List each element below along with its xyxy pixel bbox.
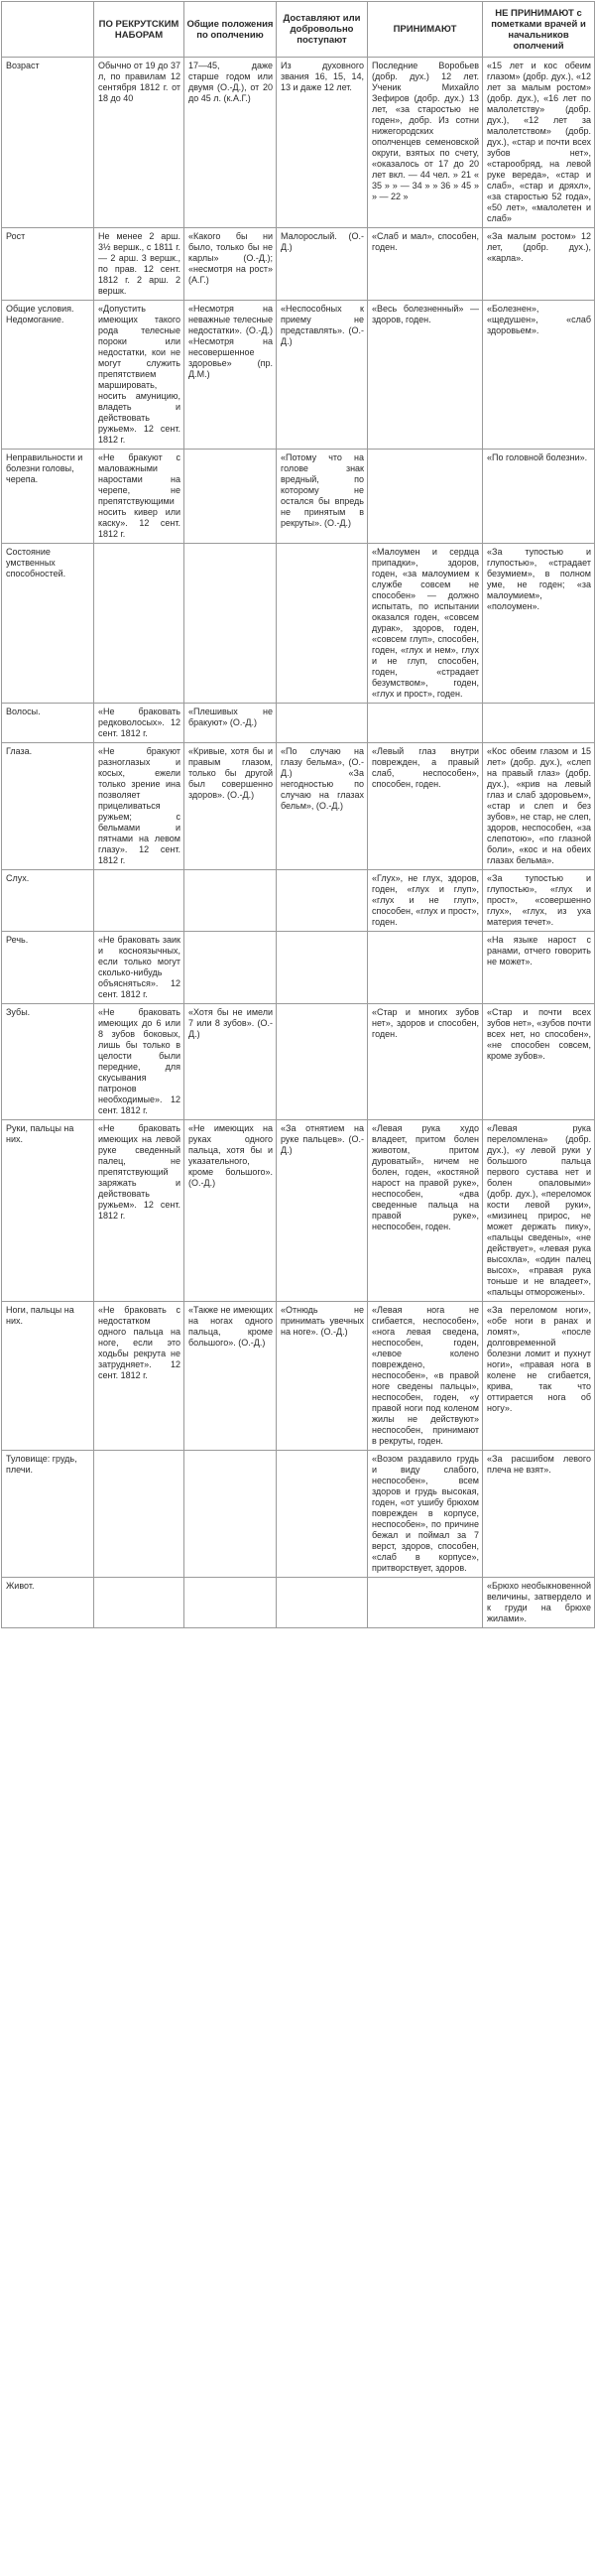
header-by-recruit-sets: ПО РЕКРУТСКИМ НАБОРАМ [94,2,184,58]
header-category [2,2,94,58]
row-category: Слух. [2,870,94,932]
cell-volunteers [277,704,368,743]
header-reject: НЕ ПРИНИМАЮТ с пометками врачей и начальников ополчений [483,2,595,58]
cell-reject: «За переломом ноги», «обе ноги в ранах и ломят», «после долговременной болезни ломит и пухнут ноги», «правая нога в колене не сгибается, крива, так что оттирается нога об ногу». [483,1302,595,1451]
table-row [2,544,595,704]
cell-reject: «Левая рука переломлена» (добр. дух.), «у левой руки у большого пальца первого сустава нет и болен опаловыми» (добр. дух.), «переломок кости левой руки», «мизинец прирос, не может держать пику», «пальцы сведены», «не действует», «левая рука высохла», «один палец высох», «правая рука тоньше и не владеет», «пальцы отморожены». [483,1120,595,1302]
row-category: Речь. [2,932,94,1004]
cell-accept: «Глух», не глух, здоров, годен, «глух и глуп», «глух и не глуп», способен, «глух и прост», годен. [368,870,483,932]
cell-volunteers: «Отнюдь не принимать увечных на ноге». (О.-Д.) [277,1302,368,1451]
header-general-militia: Общие положения по ополчению [184,2,277,58]
table-row [2,1120,595,1302]
cell-recruit: «Не браковать заик и косноязычных, если только могут сколько-нибудь объясняться». 12 сент. 1812 г. [94,932,184,1004]
cell-general: «Какого бы ни было, только бы не карлы» (О.-Д.); «несмотря на рост» (А.Г.) [184,228,277,301]
cell-volunteers: «Потому что на голове знак вредный, по которому не остался бы впредь не принятым в рекруты». (О.-Д.) [277,450,368,544]
cell-accept: Последние Воробьев (добр. дух.) 12 лет. Ученик Михайло Зефиров (добр. дух.) 13 лет, «за старостью не годен», добр. Из сотни нижегородских ополченцев семеновской округи, взятых по счету, «оказалось от 17 до 20 лет вкл. — 44 чел. » 21 « 35 » » — 34 » » 36 » 45 » » — 22 » [368,58,483,228]
row-category: Рост [2,228,94,301]
cell-volunteers: «За отнятием на руке пальцев». (О.-Д.) [277,1120,368,1302]
cell-reject: «За малым ростом» 12 лет, (добр. дух.), «карла». [483,228,595,301]
cell-accept [368,704,483,743]
cell-accept: «Возом раздавило грудь и виду слабого, неспособен», всем здоров и грудь высокая, годен, «от ушибу брюхом поврежден в корпусе, неспособен», по причине бежал и поймал за 7 верст, здоров, способен, «слаб в корпусе», притворствует, здоров. [368,1451,483,1578]
cell-general [184,1451,277,1578]
table-row [2,1004,595,1120]
row-category: Неправильности и болезни головы, черепа. [2,450,94,544]
table-row [2,58,595,228]
cell-general: «Плешивых не бракуют» (О.-Д.) [184,704,277,743]
cell-accept [368,450,483,544]
table-row [2,704,595,743]
cell-general: «Также не имеющих на ногах одного пальца, кроме большого». (О.-Д.) [184,1302,277,1451]
header-row [2,2,595,58]
cell-general: «Несмотря на неважные телесные недостатки». (О.-Д.) «Несмотря на несовершенное здоровье» (пр. Д.М.) [184,301,277,450]
cell-volunteers: «По случаю на глазу бельма», (О.-Д.) «За негодностью по случаю на глазах бельм», (О.-Д.) [277,743,368,870]
row-category: Ноги, пальцы на них. [2,1302,94,1451]
table-row [2,932,595,1004]
row-category: Глаза. [2,743,94,870]
table-row [2,1302,595,1451]
cell-recruit [94,1451,184,1578]
row-category: Общие условия. Недомогание. [2,301,94,450]
cell-general: «Не имеющих на руках одного пальца, хотя бы и указательного, кроме большого». (О.-Д.) [184,1120,277,1302]
cell-accept [368,932,483,1004]
cell-accept: «Левый глаз внутри поврежден, а правый слаб, неспособен», способен, годен. [368,743,483,870]
cell-recruit: «Не браковать редковолосых». 12 сент. 1812 г. [94,704,184,743]
row-category: Возраст [2,58,94,228]
row-category: Руки, пальцы на них. [2,1120,94,1302]
row-category: Зубы. [2,1004,94,1120]
cell-volunteers [277,932,368,1004]
table-row [2,450,595,544]
cell-general [184,450,277,544]
cell-reject: «На языке нарост с ранами, отчего говорить не может». [483,932,595,1004]
cell-recruit: «Не браковать имеющих до 6 или 8 зубов боковых, лишь бы только в целости были передние, для скусывания патронов необходимые». 12 сент. 1812 г. [94,1004,184,1120]
cell-recruit [94,1578,184,1628]
header-volunteers: Доставляют или добровольно поступают [277,2,368,58]
cell-volunteers [277,1578,368,1628]
table-row [2,870,595,932]
cell-reject: «Болезнен», «щедушен», «слаб здоровьем». [483,301,595,450]
row-category: Туловище: грудь, плечи. [2,1451,94,1578]
cell-recruit [94,870,184,932]
cell-reject: «По головной болезни». [483,450,595,544]
table-row [2,1578,595,1628]
cell-volunteers: Из духовного звания 16, 15, 14, 13 и даже 12 лет. [277,58,368,228]
cell-volunteers: «Неспособных к приему не представлять». (О.-Д.) [277,301,368,450]
cell-recruit: Не менее 2 арш. 3½ вершк., с 1811 г. — 2 арш. 3 вершк., по прав. 12 сент. 1812 г. 2 арш. 2 вершк. [94,228,184,301]
cell-recruit: «Не браковать имеющих на левой руке сведенный палец, не препятствующий заряжать и действовать ружьем». 12 сент. 1812 г. [94,1120,184,1302]
cell-general [184,932,277,1004]
cell-accept: «Стар и многих зубов нет», здоров и способен, годен. [368,1004,483,1120]
cell-accept: «Слаб и мал», способен, годен. [368,228,483,301]
cell-volunteers [277,1004,368,1120]
table-row [2,301,595,450]
cell-reject: «За тупостью и глупостью», «страдает безумием», в полном уме, не годен; «за малоумием», «полоумен». [483,544,595,704]
cell-general: 17—45, даже старше годом или двумя (О.-Д.), от 20 до 45 л. (к.А.Г.) [184,58,277,228]
row-category: Живот. [2,1578,94,1628]
cell-volunteers [277,544,368,704]
table-row [2,228,595,301]
cell-accept: «Левая рука худо владеет, притом болен животом, притом дуроватый», ничем не болен, годен, «костяной нарост на правой руке», неспособен, «два сведенные пальца на правой руке», неспособен, годен. [368,1120,483,1302]
cell-accept [368,1578,483,1628]
cell-recruit: «Не браковать с недостатком одного пальца на ноге, если это ходьбы рекрута не затрудняет». 12 сент. 1812 г. [94,1302,184,1451]
cell-reject [483,704,595,743]
cell-reject: «Кос обеим глазом и 15 лет» (добр. дух.), «слеп на правый глаз» (добр. дух.), «крив на левый глаз и слаб здоровьем», «стар и слеп и без зубов», не стар, не слеп, здоров, неспособен, «за слепотою», «по глазной боли», «кос и на обеих глазах бельма». [483,743,595,870]
cell-accept: «Малоумен и сердца припадки», здоров, годен, «за малоумием к службе совсем не способен» — должно испытать, по испытании оказался годен, «совсем дурак», здоров, годен, «совсем глуп», способен, годен, «глух и нем», глух и не глуп, способен, годен, «страдает безумством», годен, «глух и прост», годен. [368,544,483,704]
cell-general: «Хотя бы не имели 7 или 8 зубов». (О.-Д.) [184,1004,277,1120]
table-row [2,743,595,870]
cell-reject: «Стар и почти всех зубов нет», «зубов почти всех нет, но способен», «не способен совсем, кроме зубов». [483,1004,595,1120]
header-accept: ПРИНИМАЮТ [368,2,483,58]
cell-recruit [94,544,184,704]
cell-reject: «Брюхо необыкновенной величины, затвердело и к груди на брюхе жилами». [483,1578,595,1628]
cell-volunteers [277,870,368,932]
cell-recruit: Обычно от 19 до 37 л, по правилам 12 сентября 1812 г. от 18 до 40 [94,58,184,228]
row-category: Состояние умственных способностей. [2,544,94,704]
cell-reject: «За расшибом левого плеча не взят». [483,1451,595,1578]
cell-general [184,544,277,704]
cell-accept: «Весь болезненный» — здоров, годен. [368,301,483,450]
cell-recruit: «Не бракуют разноглазых и косых, ежели только зрение ина позволяет прицеливаться ружьем; с бельмами и пятнами на левом глазу». 12 сент. 1812 г. [94,743,184,870]
cell-accept: «Левая нога не сгибается, неспособен», «нога левая сведена, неспособен, годен, «левое колено повреждено, неспособен», «в правой ноге сведены пальцы», неспособен, годен, «у правой ноги под коленом жилы не действуют» неспособен, принимают в рекруты, годен. [368,1302,483,1451]
recruitment-criteria-table [1,1,595,1628]
cell-volunteers: Малорослый. (О.-Д.) [277,228,368,301]
cell-reject: «15 лет и кос обеим глазом» (добр. дух.), «12 лет за малым ростом» (добр. дух.), «16 лет по малолетству» (добр. дух.), «12 лет за малолетством» (добр. дух.), «стар и почти всех зубов нет», «старообряд, на левой руке вереда», «стар и слаб», «стар и дряхл», «за старостью 52 года», «50 лет», «малолетен и слаб» [483,58,595,228]
row-category: Волосы. [2,704,94,743]
cell-recruit: «Не бракуют с маловажными наростами на черепе, не препятствующими носить кивер или каску». 12 сент. 1812 г. [94,450,184,544]
table-row [2,1451,595,1578]
cell-volunteers [277,1451,368,1578]
cell-general [184,870,277,932]
cell-recruit: «Допустить имеющих такого рода телесные пороки или недостатки, кои не могут служить препятствием маршировать, носить амуницию, владеть и действовать ружьем». 12 сент. 1812 г. [94,301,184,450]
cell-general [184,1578,277,1628]
cell-general: «Кривые, хотя бы и правым глазом, только бы другой был совершенно здоров». (О.-Д.) [184,743,277,870]
cell-reject: «За тупостью и глупостью», «глух и прост», «совершенно глух», «глух, из уха материя течет». [483,870,595,932]
